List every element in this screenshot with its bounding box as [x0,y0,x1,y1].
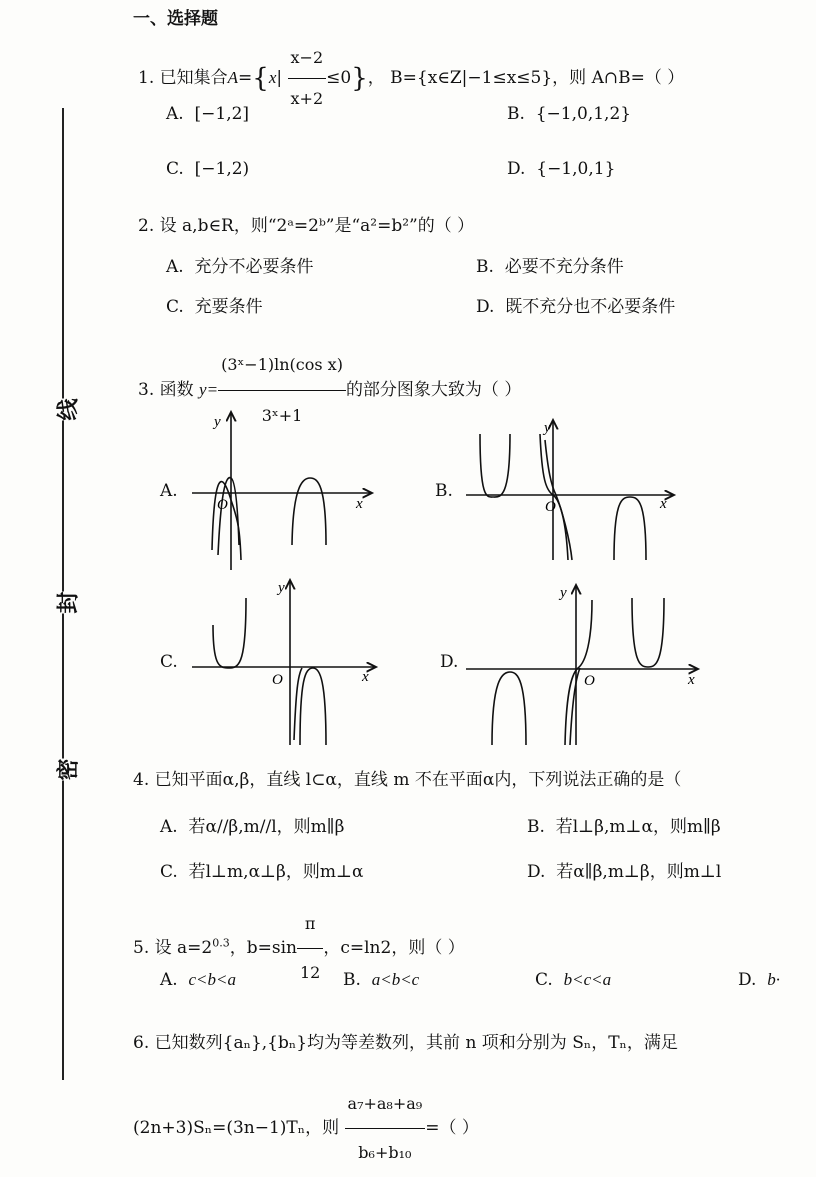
q5-option-d[interactable] [738,970,780,990]
q5-option-a[interactable] [160,970,236,990]
q4-option-c[interactable] [160,857,363,882]
graph-c-y-label: y [278,580,285,596]
fraction-num: x−2 [288,38,327,79]
q4-option-a[interactable] [160,812,344,837]
binding-mark-seal: 封 [50,591,85,613]
graph-label-b[interactable]: B. [435,481,453,501]
fraction-num: π [297,900,323,949]
option-label: D. [738,970,757,990]
option-label: D. [507,159,526,179]
graph-b-curve-4 [614,497,646,560]
graph-b-x-label: x [660,496,667,512]
graph-a-y-label: y [214,414,221,430]
graph-c-curve-1 [213,598,246,668]
graph-b [466,420,674,560]
option-text: b· [767,970,780,989]
question-4 [133,765,681,790]
graph-b-curve-1 [480,434,510,497]
fraction-num: (3ˣ−1)ln(cos x) [218,340,346,391]
set-a-name: A [227,68,239,87]
option-text: 充要条件 [194,297,263,317]
set-a-var: x [268,68,277,87]
binding-mark-secret: 密 [50,758,85,780]
graph-label-a[interactable]: A. [160,481,178,501]
graph-a-curve-3 [292,478,326,545]
q4-option-d[interactable] [527,857,721,882]
option-text: 既不充分也不必要条件 [505,297,676,317]
question-stem-tail: ，则 A∩B=（ ） [552,68,685,88]
graph-b-curve-2 [540,434,568,560]
graph-label-d[interactable]: D. [440,652,459,672]
question-stem-tail: ，c=ln2，则（ ） [323,938,465,958]
graph-c-origin: O [272,672,283,688]
graph-a [192,412,372,570]
fraction-den: 12 [300,963,321,982]
binding-mark-line: 线 [50,398,85,420]
fraction-den: b₆+b₁₀ [358,1143,412,1162]
option-label: C. [535,970,553,990]
question-number: 5. [133,938,150,958]
option-label: A. [166,257,184,277]
option-text: c<b<a [188,970,236,989]
exponent: 0.3 [212,936,230,950]
question-stem-tail: 的部分图象大致为（ ） [345,380,522,400]
q4-option-b[interactable] [527,812,721,837]
option-label: C. [166,297,184,317]
graph-d-curve-4 [632,598,664,667]
question-stem: 已知集合 [159,68,228,88]
graph-b-y-label: y [544,420,551,436]
question-stem: 已知数列{aₙ},{bₙ}均为等差数列，其前 n 项和分别为 Sₙ，Tₙ，满足 [154,1033,678,1053]
option-label: A. [160,817,178,837]
option-text: [−1,2] [194,104,250,124]
fraction-den: 3ˣ+1 [261,406,303,425]
graph-a-origin: O [217,497,228,513]
question-number: 3. [138,380,155,400]
option-label: B. [343,970,361,990]
option-label: C. [160,862,178,882]
option-label: A. [160,970,178,990]
graph-c-curve-2 [300,668,326,745]
option-label: B. [476,257,494,277]
graph-c-x-label: x [362,669,369,685]
fraction-num: a₇+a₈+a₉ [345,1080,426,1129]
question-6 [133,1028,678,1053]
ratio-fraction [345,1080,426,1177]
option-text: {−1,0,1,2} [535,104,632,124]
option-text: 若α∥β,m⊥β，则m⊥l [556,862,722,882]
question-stem: 函数 [159,380,194,400]
option-label: B. [507,104,525,124]
question-stem: 设 a=2 [154,938,213,958]
option-text: [−1,2) [194,159,250,179]
q5-option-b[interactable] [343,970,419,990]
question-stem: 已知平面α,β，直线 l⊂α，直线 m 不在平面α内，下列说法正确的是（ [154,770,682,790]
graph-d-x-label: x [688,672,695,688]
option-label: A. [166,104,184,124]
section-title: 一、选择题 [133,9,218,29]
graph-d-origin: O [584,673,595,689]
option-label: B. [527,817,545,837]
graph-a-x-label: x [356,496,363,512]
question-number: 4. [133,770,150,790]
graph-d [466,585,698,745]
set-b: B={x∈Z|−1≤x≤5} [390,68,553,88]
option-text: {−1,0,1} [536,159,616,179]
q5-option-c[interactable] [535,970,611,990]
option-text: 充分不必要条件 [194,257,314,277]
option-text: 若l⊥m,α⊥β，则m⊥α [188,862,364,882]
sin-fraction [297,900,323,997]
question-stem-line-2: (2n+3)Sₙ=(3n−1)Tₙ，则 [133,1118,340,1138]
option-label: D. [476,297,495,317]
graph-c [192,580,376,745]
option-label: D. [527,862,546,882]
question-number: 2. [138,216,155,236]
question-stem-tail: =（ ） [425,1118,479,1138]
fraction-den: x+2 [290,89,324,108]
option-text: 若α//β,m//l，则m∥β [188,817,345,837]
option-text: a<b<c [371,970,420,989]
option-label: C. [166,159,184,179]
graph-d-y-label: y [560,585,567,601]
function-lhs: y= [199,380,219,399]
graph-d-curve-1 [492,672,526,745]
question-number: 1. [138,68,155,88]
question-1: 1. 已知集合A={x| $\frac{x-2}{x+2}$ ≤0}， B={x∈Z|−1≤x≤5}，则 A∩B=（ ） [138,38,684,119]
question-6-line-2 [133,1080,479,1177]
option-text: 必要不充分条件 [504,257,624,277]
option-text: b<c<a [563,970,612,989]
option-text: 若l⊥β,m⊥α，则m∥β [555,817,721,837]
graph-label-c[interactable]: C. [160,652,178,672]
question-stem: 设 a,b∈R，则“2ᵃ=2ᵇ”是“a²=b²”的（ ） [159,216,475,236]
question-number: 6. [133,1033,150,1053]
graph-b-origin: O [545,499,556,515]
question-stem-mid: ，b=sin [229,938,297,958]
set-a-tail: ≤0 [326,68,352,88]
